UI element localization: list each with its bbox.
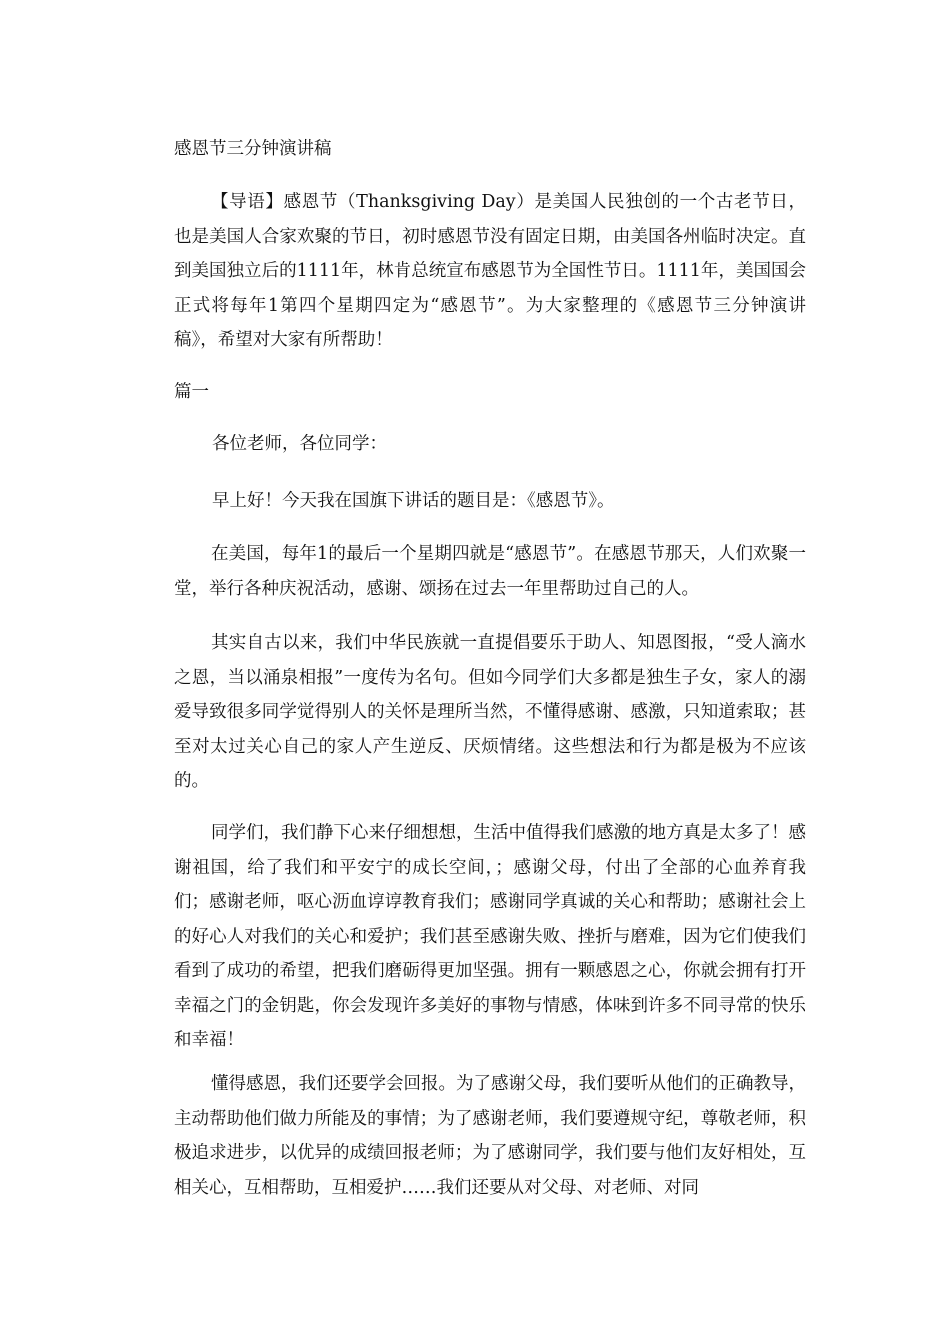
- section-label: 篇一: [174, 382, 209, 402]
- document-title: 感恩节三分钟演讲稿: [174, 139, 332, 159]
- body-paragraph: 懂得感恩，我们还要学会回报。为了感谢父母，我们要听从他们的正确教导，主动帮助他们做力所能及的事情；为了感谢老师，我们要遵规守纪，尊敬老师，积极追求进步，以优异的成绩回报老师；为了感谢同学，我们要与他们友好相处，互相关心，互相帮助，互相爱护……我们还要从对父母、对老师、对同: [174, 1074, 806, 1198]
- intro-paragraph: 【导语】感恩节（Thanksgiving Day）是美国人民独创的一个古老节日，也是美国人合家欢聚的节日，初时感恩节没有固定日期，由美国各州临时决定。直到美国独立后的1111年，林肯总统宣布感恩节为全国性节日。1111年，美国国会正式将每年1第四个星期四定为“感恩节”。为大家整理的《感恩节三分钟演讲稿》，希望对大家有所帮助！: [174, 192, 806, 350]
- body-paragraph: 在美国，每年1的最后一个星期四就是“感恩节”。在感恩节那天，人们欢聚一堂，举行各种庆祝活动，感谢、颂扬在过去一年里帮助过自己的人。: [174, 544, 806, 599]
- body-paragraph: 同学们，我们静下心来仔细想想，生活中值得我们感激的地方真是太多了！感谢祖国，给了我们和平安宁的成长空间，；感谢父母，付出了全部的心血养育我们；感谢老师，呕心沥血谆谆教育我们；感谢同学真诚的关心和帮助；感谢社会上的好心人对我们的关心和爱护；我们甚至感谢失败、挫折与磨难，因为它们使我们看到了成功的希望，把我们磨砺得更加坚强。拥有一颗感恩之心，你就会拥有打开幸福之门的金钥匙，你会发现许多美好的事物与情感，体味到许多不同寻常的快乐和幸福！: [174, 823, 806, 1050]
- opening-line: 早上好！今天我在国旗下讲话的题目是：《感恩节》。: [212, 491, 615, 511]
- body-paragraph: 其实自古以来，我们中华民族就一直提倡要乐于助人、知恩图报，“受人滴水之恩，当以涌泉相报”一度传为名句。但如今同学们大多都是独生子女，家人的溺爱导致很多同学觉得别人的关怀是理所当然，不懂得感谢、感激，只知道索取；甚至对太过关心自己的家人产生逆反、厌烦情绪。这些想法和行为都是极为不应该的。: [174, 633, 806, 791]
- salutation: 各位老师，各位同学：: [212, 434, 387, 454]
